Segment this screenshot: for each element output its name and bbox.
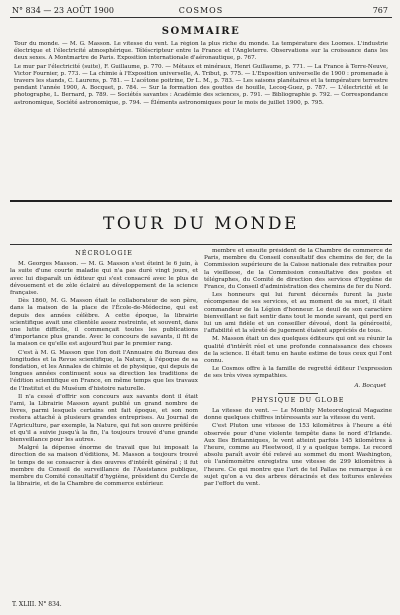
sommaire-paragraph: Le mur par l'électricité (suite), F. Guillaume, p. 770. — Métaux et minéraux, Henri Guillaume, p. 771. — La France à Terre-Neuve, Victor Fournier, p. 773. — La chimie à l'Exposition universelle, A. Tribut, p. 775. — L'Exposition universelle de 1900 : promenade à travers les stands, C. Laurens, p. 781. — L'acétone poitrine, Dr L. M., p. 783. — Les saisons planétaires et la température terrestre pendant l'année 1900, A. Bocquet, p. 784. — Sur la formation des gouttes de houille, Lecoq-Guez, p. 787. — L'électricité et le photographe, L. Bernard, p. 789. — Sociétés savantes : Académie des sciences, p. 791. — Bibliographie p. 792. — Correspondance astronomique, Société astronomique, p. 794. — Éléments astronomiques pour le mois de juillet 1900, p. 795. [14,63,388,106]
article-paragraph: membre et ensuite président de la Chambre de commerce de Paris, membre du Conseil consultatif des chemins de fer, de la Commission supérieure de la Caisse nationale des retraites pour la vieillesse, de la Commission consultative des postes et télégraphes, du Comité de direction des services d'hygiène de France, du Conseil d'administration des chemins de fer du Nord. [204,248,392,291]
article-paragraph: Les honneurs qui lui furent décernés furent la juste récompense de ses services, et au moment de sa mort, il était commandeur de la Légion d'honneur. Le deuil de son caractère bienveillant se fait sentir dans tout le monde savant, qui perd en lui un ami fidèle et un conseiller dévoué, dont la générosité, l'affabilité et la sûreté de jugement étaient appréciés de tous. [204,292,392,335]
article-paragraph: C'est Pluton une vitesse de 153 kilomètres à l'heure a été observée pour d'une violente tempête dans le nord d'Irlande. Aux Iles Britanniques, le vent atteint parfois 145 kilomètres à l'heure, comme au Fleetwood, il y a quelque temps. Le record absolu paraît avoir été relevé au sommet du mont Washington, où l'anémomètre enregistra une vitesse de 299 kilomètres à l'heure. Ce qui montre que l'art de tel Pallas ne remarque à ce sujet qu'on a vu des arbres déracinés et des toitures enlevées par l'effort du vent. [204,423,392,488]
article-signature: A. Bocquet [354,382,386,389]
footer-signature: T. XLIII. N° 834. [12,601,62,608]
page-number: 767 [372,6,388,15]
article-paragraph: Le Cosmos offre à la famille de regretté éditeur l'expression de ses très vives sympathies. [204,366,392,380]
journal-title: COSMOS [178,6,224,15]
sommaire-paragraph: Tour du monde. — M. G. Masson. Le vitesse du vent. La région la plus riche du monde. La température des Loomes. L'industrie électrique et l'électricité atmosphérique. Téléscripteur entre la France et l'Angleterre. Observations sur la croissance dans les deux sexes. A Montmartre de Paris. Exposition internationale d'aéronautique, p. 767. [14,41,388,62]
section-heading: TOUR DU MONDE [103,214,299,234]
running-header [10,4,392,18]
sommaire-body [10,41,392,197]
sommaire-title: SOMMAIRE [161,26,241,37]
issue-number: N° 834 — 23 AOÛT 1900 [12,6,114,15]
right-column [204,248,392,610]
article-paragraph: M. Masson était un des quelques éditeurs qui ont su réunir la qualité d'intérêt réel et une profonde connaissance des choses de la science. Il était tenu en haute estime de tous ceux qui l'ont connu. [204,336,392,365]
article-paragraph: La vitesse du vent. — Le Monthly Meteorological Magazine donne quelques chiffres intéressants sur la vitesse du vent. [204,408,392,422]
article-paragraph: Malgré la dépense énorme de travail que lui imposait la direction de sa maison d'éditions, M. Masson a toujours trouvé le temps de se consacrer à des œuvres d'intérêt général ; il fut membre du Conseil de surveillance de l'Assistance publique, membre du Comité consultatif d'hygiène, président du Cercle de la librairie, et de la Chambre de commerce extérieur. [10,445,198,488]
newspaper-page [10,4,392,610]
article-paragraph: Dès 1860, M. G. Masson était le collaborateur de son père, dans la maison de la place de l'École-de-Médecine, qui est depuis des années célèbre. A cette époque, la librairie scientifique avait une clientèle assez restreinte, et souvent, dans une lutte difficile, il commençait toutes les publications d'importance plus grande. Avec le concours de savants, il fit de la maison ce qu'elle est aujourd'hui par le premier rang. [10,298,198,348]
divider [278,393,318,394]
article-columns [10,248,392,610]
divider [10,200,392,202]
necrologie-heading: NÉCROLOGIE [75,249,133,257]
article-paragraph: M. Georges Masson. — M. G. Masson s'est éteint le 6 juin, à la suite d'une courte maladie qui n'a pas duré vingt jours, et avec lui disparaît un éditeur qui s'est consacré avec le plus de dévouement et de zèle éclairé au développement de la science française. [10,261,198,297]
article-paragraph: C'est à M. G. Masson que l'on doit l'Annuaire du Bureau des longitudes et la Revue scientifique, la Nature, à l'époque de sa fondation, et les Annales de chimie et de physique, qui depuis de longues années continuent sous sa direction les traditions de l'édition scientifique en France, en même temps que les travaux de l'Institut et du Muséum d'histoire naturelle. [10,349,198,392]
physique-heading: PHYSIQUE DU GLOBE [251,395,345,404]
left-column [10,248,198,610]
article-paragraph: Il n'a cessé d'offrir son concours aux savants dont il était l'ami, la Librairie Masson ayant publié un grand nombre de livres, parmi lesquels certains ont fait époque, et son nom restera attaché à plusieurs grandes entreprises. Au Journal de l'Agriculture, par exemple, la Nature, qui fut son œuvre préférée et qu'il a suivie jusqu'à la fin, l'a toujours trouvé d'une grande bienveillance pour les autres. [10,393,198,444]
divider [10,244,392,245]
